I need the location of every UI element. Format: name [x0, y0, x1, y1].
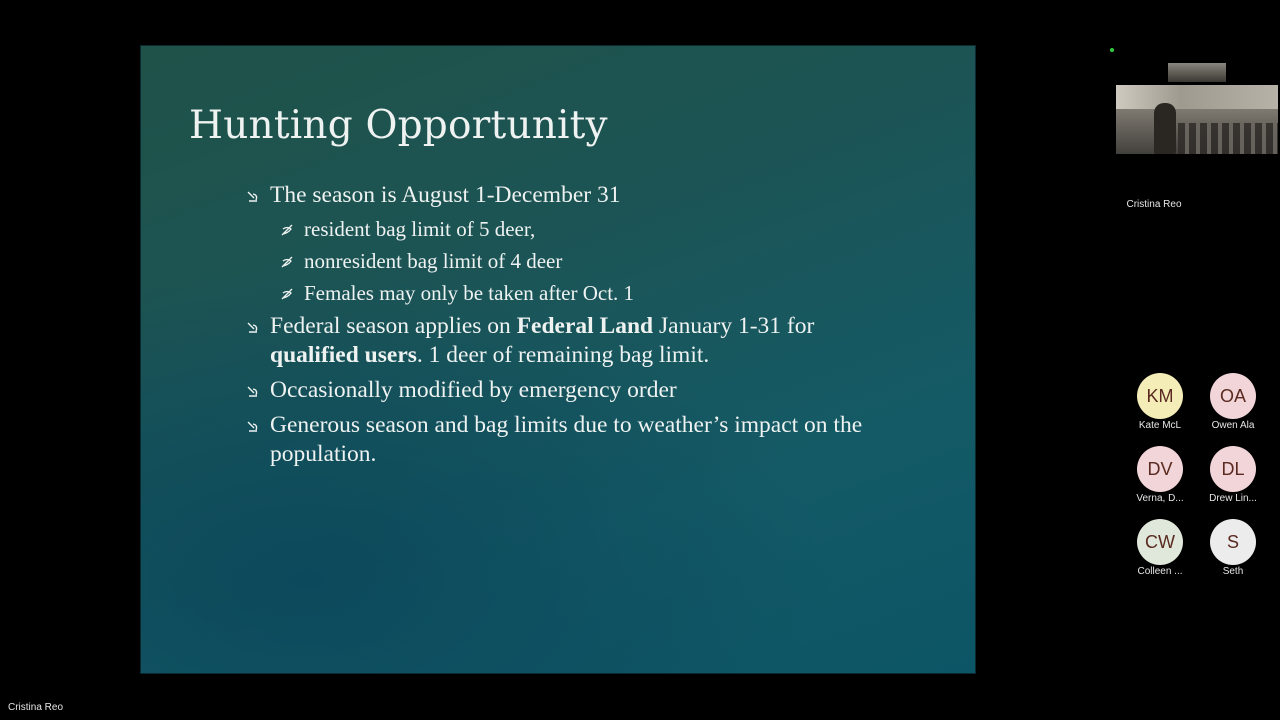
sub-bullet-icon — [280, 223, 294, 237]
sub-bullet-text: Females may only be taken after Oct. 1 — [304, 281, 635, 305]
avatar: OA — [1210, 373, 1256, 419]
sub-bullet-text: nonresident bag limit of 4 deer — [304, 249, 563, 273]
bullet-bold-text: qualified users — [270, 342, 417, 368]
bullet-text-part: . 1 deer of remaining bag limit. — [416, 342, 710, 368]
bullet-text-part: January 1-31 for — [653, 313, 815, 339]
participant-name: Drew Lin... — [1209, 493, 1257, 504]
slide-bullet-list — [245, 181, 865, 475]
participant-tile[interactable] — [1198, 373, 1268, 431]
video-audience — [1178, 123, 1278, 154]
participant-name: Seth — [1222, 566, 1244, 577]
participant-name: Kate McL — [1138, 420, 1182, 431]
bullet-emergency-order — [245, 376, 865, 405]
self-view-thumbnail[interactable] — [1168, 63, 1226, 82]
slide-title: Hunting Opportunity — [189, 103, 608, 148]
sub-bullet-text: resident bag limit of 5 deer, — [304, 217, 536, 241]
participant-tile[interactable] — [1125, 373, 1195, 431]
avatar: CW — [1137, 519, 1183, 565]
avatar: DL — [1210, 446, 1256, 492]
sub-bullet-females — [245, 280, 865, 306]
bullet-federal-season — [245, 312, 865, 370]
sub-bullet-icon — [280, 287, 294, 301]
bullet-generous-season — [245, 411, 865, 469]
bullet-season — [245, 181, 865, 210]
avatar: DV — [1137, 446, 1183, 492]
participant-tile[interactable] — [1198, 446, 1268, 504]
bullet-text: The season is August 1-December 31 — [270, 182, 621, 208]
active-speaker-video[interactable] — [1116, 85, 1278, 154]
sub-bullet-nonresident — [245, 248, 865, 274]
participant-tile[interactable] — [1125, 446, 1195, 504]
avatar: S — [1210, 519, 1256, 565]
video-background — [1116, 85, 1278, 109]
shared-slide — [140, 45, 976, 674]
bullet-icon — [245, 320, 261, 336]
recording-indicator — [1110, 48, 1114, 52]
participant-tile[interactable] — [1125, 519, 1195, 577]
bullet-icon — [245, 189, 261, 205]
bullet-icon — [245, 419, 261, 435]
bullet-text: Generous season and bag limits due to weather’s impact on the population. — [270, 412, 863, 467]
participant-name: Owen Ala — [1211, 420, 1255, 431]
video-speaker-figure — [1154, 103, 1176, 154]
sub-bullet-resident — [245, 216, 865, 242]
bullet-icon — [245, 384, 261, 400]
participant-tile[interactable] — [1198, 519, 1268, 577]
bullet-text-part: Federal season applies on — [270, 313, 517, 339]
sub-bullet-icon — [280, 255, 294, 269]
participant-name: Verna, D... — [1136, 493, 1184, 504]
avatar: KM — [1137, 373, 1183, 419]
bullet-text: Occasionally modified by emergency order — [270, 377, 677, 403]
bullet-bold-text: Federal Land — [516, 313, 654, 339]
active-speaker-name: Cristina Reo — [1126, 199, 1182, 210]
participant-name: Colleen ... — [1137, 566, 1183, 577]
presenter-name-label: Cristina Reo — [8, 702, 64, 713]
